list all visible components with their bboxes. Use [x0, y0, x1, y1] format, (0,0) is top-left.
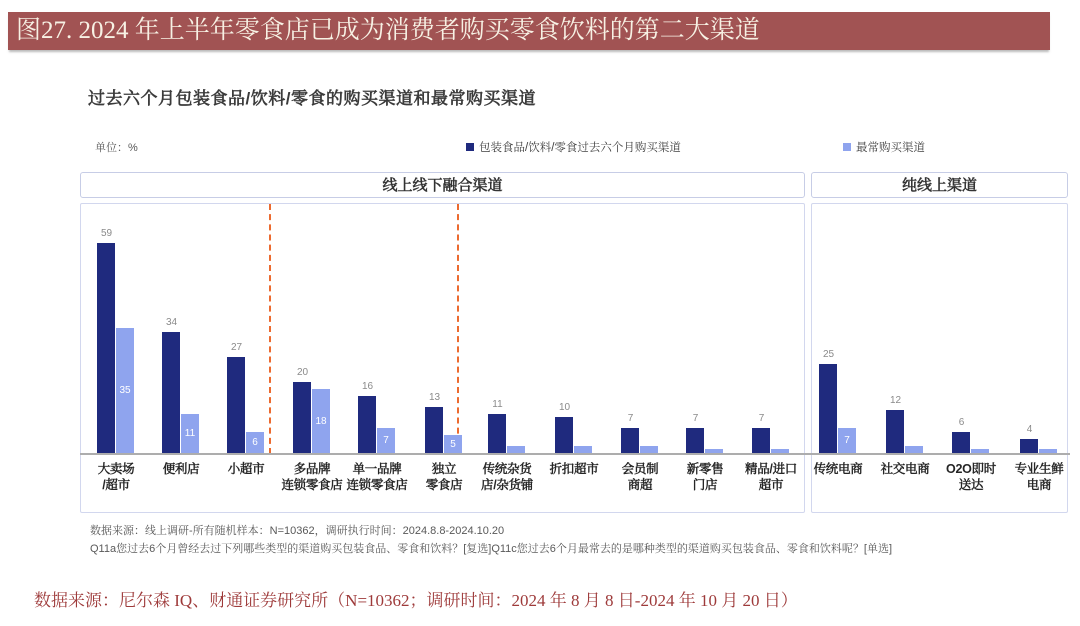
bar-primary-value: 12 — [889, 395, 902, 406]
legend-item-secondary — [843, 139, 925, 155]
bar-primary-value: 59 — [100, 228, 113, 239]
x-axis-label-line: 送达 — [958, 478, 984, 492]
x-axis-label-line: 独立 — [431, 462, 457, 476]
bar-primary-3 — [293, 382, 311, 453]
section-header-omnichannel: 线上线下融合渠道 — [80, 172, 805, 198]
x-axis-label-14 — [995, 461, 1080, 493]
x-axis-label-line: 大卖场 — [97, 462, 135, 476]
bar-primary-value: 4 — [1026, 424, 1033, 435]
bar-primary-value: 13 — [428, 392, 441, 403]
bar-primary-12 — [886, 410, 904, 453]
x-axis-label-line: 多品牌 — [293, 462, 331, 476]
footnote-line: Q11a您过去6个月曾经去过下列哪些类型的渠道购买包装食品、零食和饮料？[复选]Q11c您过去6个月最常去的是哪种类型的渠道购买包装食品、零食和饮料呢？[单选] — [90, 543, 893, 555]
bar-secondary-14 — [1039, 449, 1057, 453]
source-footer: 数据来源：尼尔森 IQ、财通证券研究所（N=10362；调研时间：2024 年 8 月 8 日-2024 年 10 月 20 日） — [34, 591, 798, 610]
bar-primary-1 — [162, 332, 180, 453]
x-axis-label-line: 传统电商 — [813, 462, 863, 476]
unit-label: 单位：% — [95, 142, 138, 154]
x-axis-label-line: 会员制 — [621, 462, 659, 476]
bar-primary-14 — [1020, 439, 1038, 453]
bar-primary-10 — [752, 428, 770, 453]
x-axis-label-line: 精品/进口 — [745, 462, 797, 476]
bar-secondary-0: 35 — [116, 328, 134, 453]
footnote-line: 数据来源：线上调研-所有随机样本：N=10362，调研执行时间：2024.8.8-2024.10.20 — [90, 525, 505, 537]
x-axis-label-line: 连锁零食店 — [346, 478, 408, 492]
bar-primary-6 — [488, 414, 506, 453]
legend-label: 最常购买渠道 — [856, 142, 925, 154]
dashed-separator — [457, 204, 459, 454]
bar-primary-value: 7 — [692, 413, 699, 424]
bar-secondary-4: 7 — [377, 428, 395, 453]
x-axis-label-line: 单一品牌 — [352, 462, 402, 476]
bar-primary-value: 10 — [558, 402, 571, 413]
x-axis-label-line: 商超 — [627, 478, 653, 492]
section-header-pure-online: 纯线上渠道 — [811, 172, 1068, 198]
legend-item-primary — [466, 139, 681, 155]
x-axis-label-line: 专业生鲜 — [1014, 462, 1064, 476]
x-axis-label-line: O2O即时 — [946, 462, 996, 476]
bar-secondary-6 — [507, 446, 525, 453]
legend-label: 包装食品/饮料/零食过去六个月购买渠道 — [479, 142, 681, 154]
bar-primary-value: 7 — [627, 413, 634, 424]
x-axis-label-line: 门店 — [692, 478, 718, 492]
x-axis-label-line: 便利店 — [162, 462, 200, 476]
bar-secondary-3: 18 — [312, 389, 330, 453]
bar-primary-11 — [819, 364, 837, 453]
bar-primary-value: 25 — [822, 349, 835, 360]
bar-secondary-13 — [971, 449, 989, 453]
bar-primary-value: 34 — [165, 317, 178, 328]
x-axis-label-line: 新零售 — [686, 462, 724, 476]
chart-footnotes — [90, 522, 892, 558]
x-axis-label-line: 折扣超市 — [549, 462, 599, 476]
bar-primary-value: 6 — [958, 417, 965, 428]
x-axis-label-line: 超市 — [758, 478, 784, 492]
x-axis-label-line: /超市 — [102, 478, 130, 492]
bar-primary-value: 11 — [492, 399, 503, 410]
bar-secondary-10 — [771, 449, 789, 453]
bar-primary-value: 20 — [296, 367, 309, 378]
bar-secondary-11: 7 — [838, 428, 856, 453]
bar-primary-value: 27 — [230, 342, 243, 353]
x-axis-line — [80, 453, 1070, 455]
bar-secondary-9 — [705, 449, 723, 453]
bar-primary-4 — [358, 396, 376, 453]
bar-primary-value: 7 — [758, 413, 765, 424]
figure-title-bar — [8, 12, 1050, 50]
x-axis-label-line: 社交电商 — [880, 462, 930, 476]
x-axis-label-line: 连锁零食店 — [281, 478, 343, 492]
figure-title: 图27. 2024 年上半年零食店已成为消费者购买零食饮料的第二大渠道 — [16, 17, 760, 44]
bar-secondary-7 — [574, 446, 592, 453]
bar-secondary-5: 5 — [444, 435, 462, 453]
bar-secondary-1: 11 — [181, 414, 199, 453]
bar-secondary-12 — [905, 446, 923, 453]
bar-primary-value: 16 — [361, 381, 374, 392]
bar-primary-0 — [97, 243, 115, 453]
x-axis-label-line: 零食店 — [425, 478, 463, 492]
x-axis-label-line: 电商 — [1026, 478, 1052, 492]
legend-swatch-dark-blue — [466, 143, 474, 151]
bar-primary-5 — [425, 407, 443, 453]
chart-title: 过去六个月包装食品/饮料/零食的购买渠道和最常购买渠道 — [88, 89, 536, 108]
dashed-separator — [269, 204, 271, 454]
x-axis-label-line: 店/杂货铺 — [481, 478, 533, 492]
bar-secondary-8 — [640, 446, 658, 453]
bar-primary-7 — [555, 417, 573, 453]
bar-primary-8 — [621, 428, 639, 453]
bar-secondary-2: 6 — [246, 432, 264, 453]
x-axis-label-line: 小超市 — [227, 462, 265, 476]
bar-primary-2 — [227, 357, 245, 453]
legend-swatch-light-blue — [843, 143, 851, 151]
x-axis-label-line: 传统杂货 — [482, 462, 532, 476]
bar-primary-9 — [686, 428, 704, 453]
bar-primary-13 — [952, 432, 970, 453]
